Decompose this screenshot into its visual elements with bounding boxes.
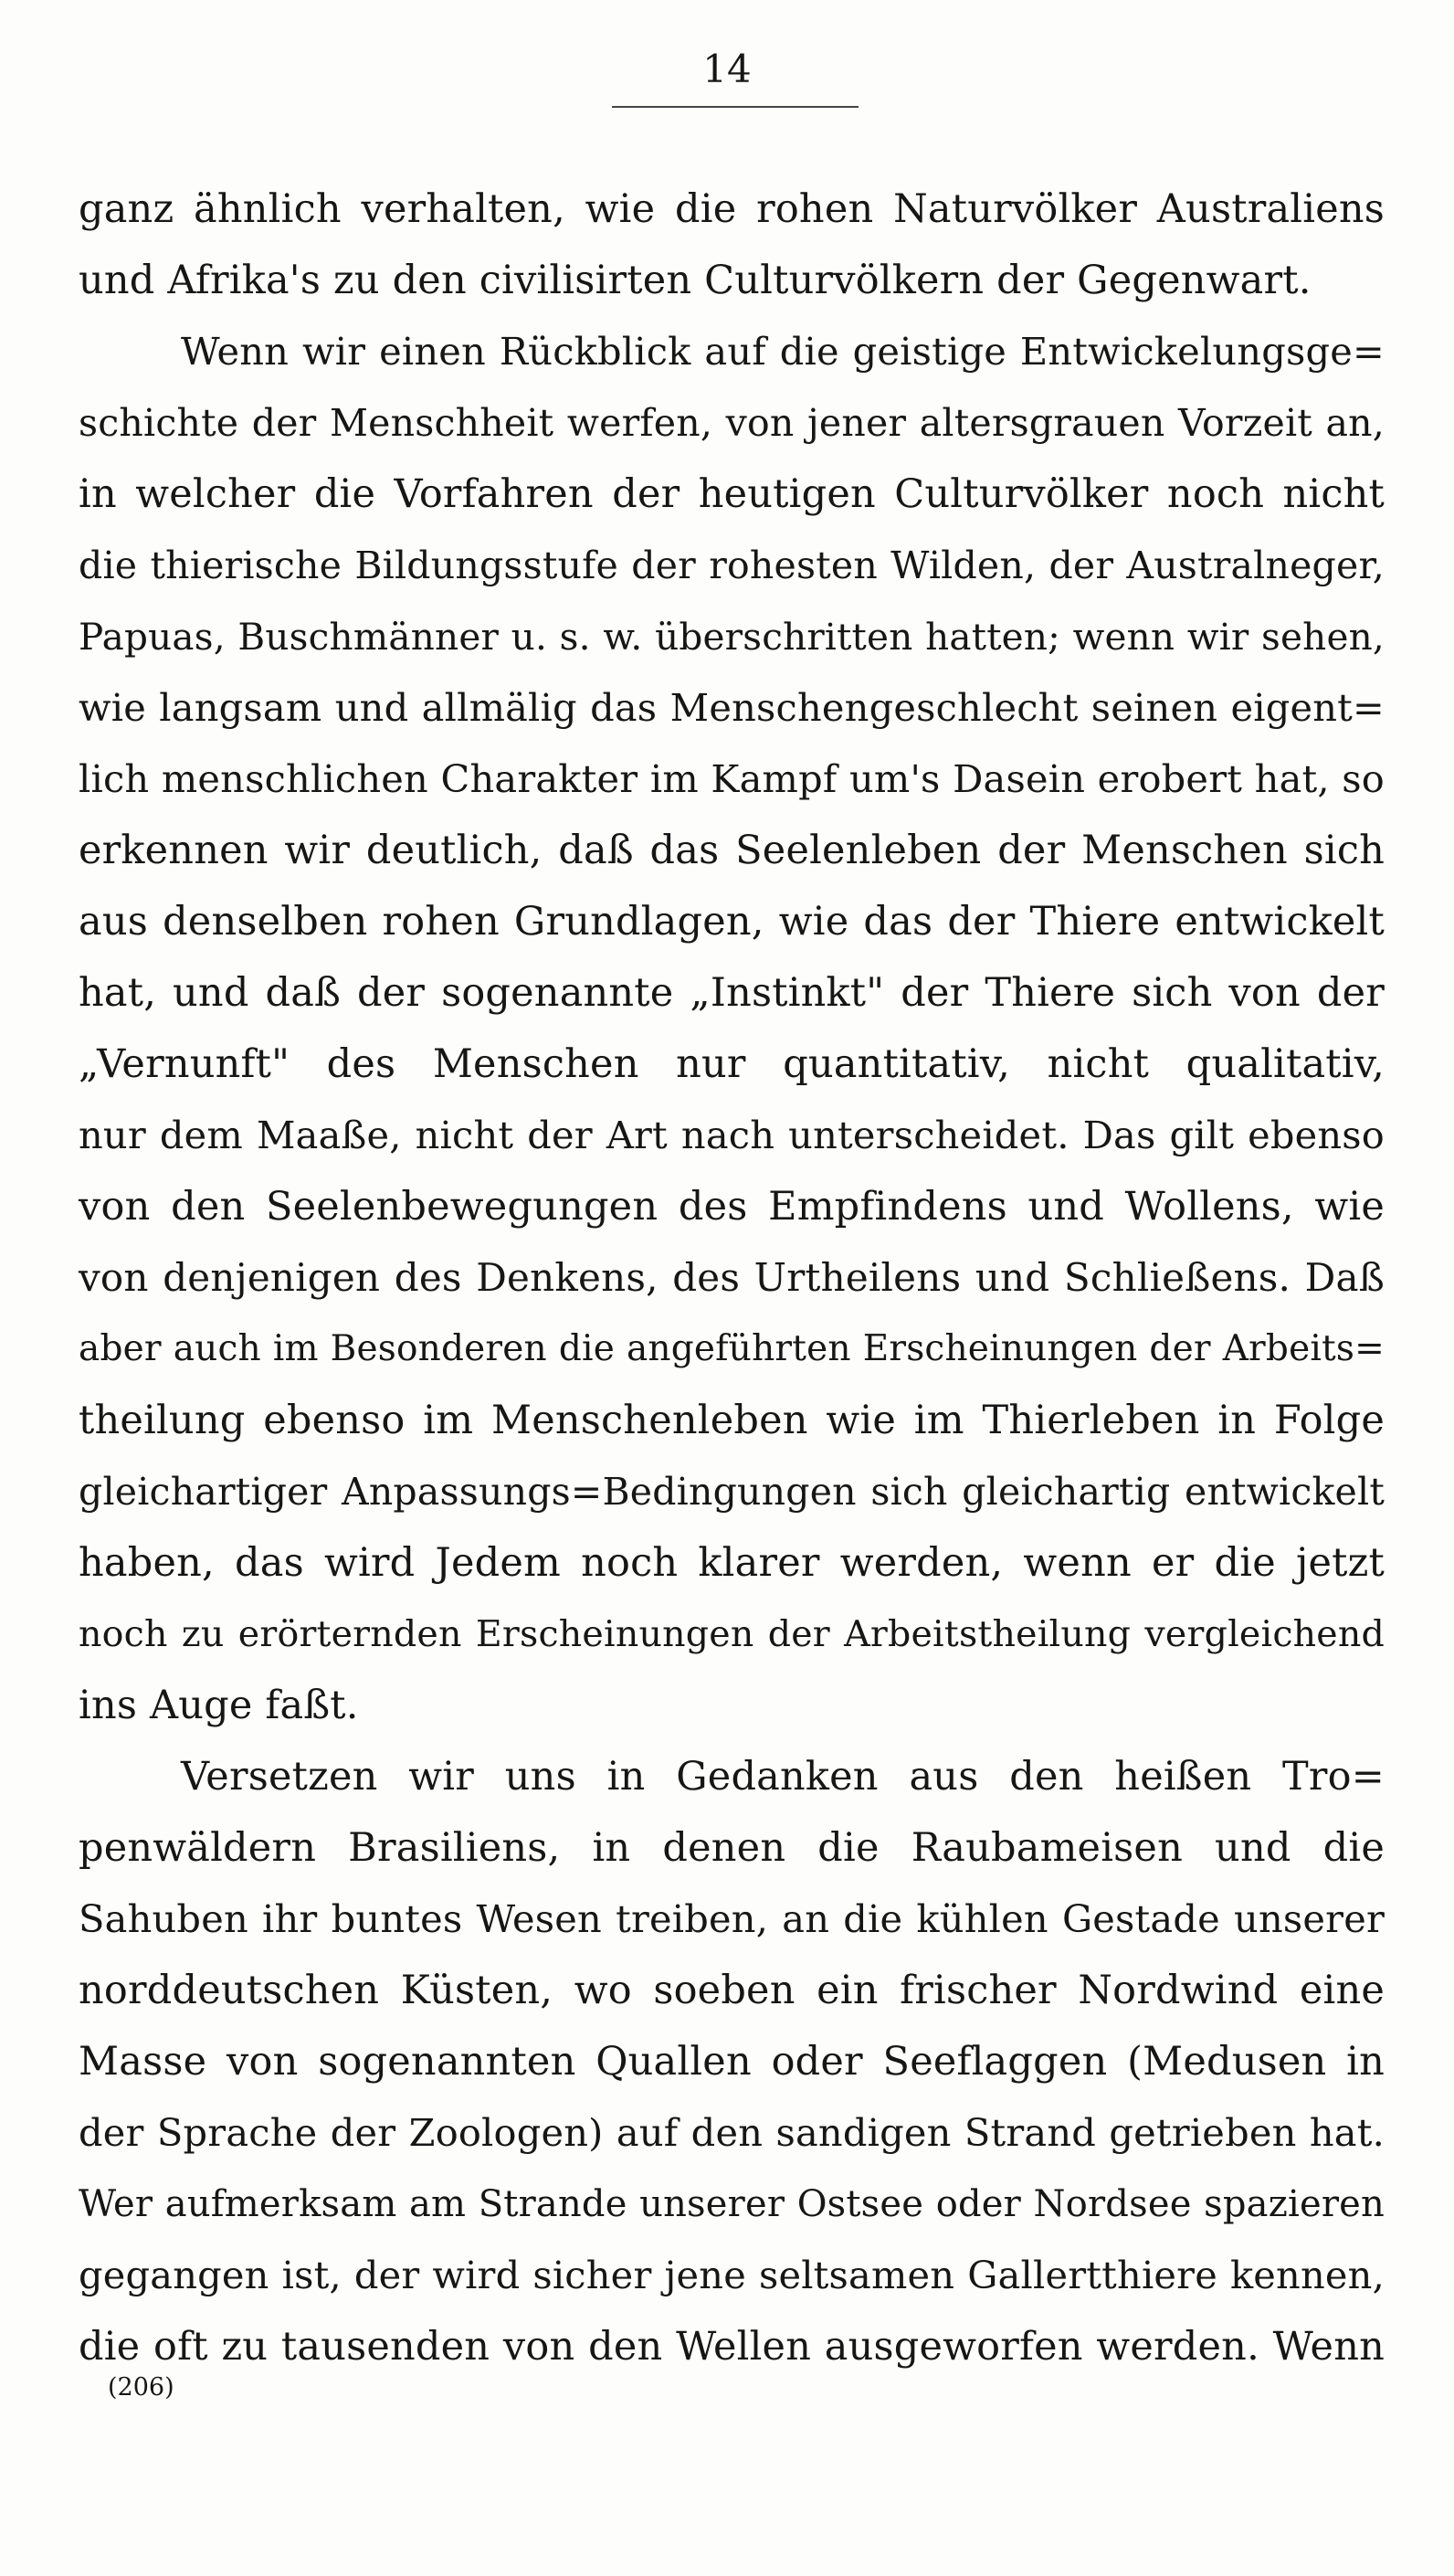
text-line: Versetzen wir uns in Gedanken aus den heißen Tro= (181, 1754, 1385, 1800)
text-line: nur dem Maaße, nicht der Art nach unterscheidet. Das gilt ebenso (79, 1113, 1385, 1157)
text-line: theilung ebenso im Menschenleben wie im Thierleben in Folge (79, 1398, 1385, 1443)
text-line: ganz ähnlich verhalten, wie die rohen Naturvölker Australiens (79, 186, 1385, 232)
text-line: aber auch im Besonderen die angeführten Erscheinungen der Arbeits= (79, 1328, 1385, 1369)
text-line: lich menschlichen Charakter im Kampf um's Dasein erobert hat, so (79, 756, 1385, 801)
text-line: die oft zu tausenden von den Wellen ausgeworfen werden. Wenn (79, 2324, 1385, 2370)
text-line: noch zu erörternden Erscheinungen der Arbeitstheilung vergleichend (79, 1613, 1385, 1655)
text-line: Papuas, Buschmänner u. s. w. überschritten hatten; wenn wir sehen, (79, 615, 1385, 659)
text-line: aus denselben rohen Grundlagen, wie das der Thiere entwickelt (79, 899, 1385, 945)
text-line: hat, und daß der sogenannte „Instinkt" der Thiere sich von der (79, 970, 1385, 1016)
text-line: von den Seelenbewegungen des Empfindens und Wollens, wie (79, 1184, 1385, 1230)
text-line: gegangen ist, der wird sicher jene seltsamen Gallertthiere kennen, (79, 2253, 1385, 2297)
page-number: 14 (702, 47, 752, 91)
header-rule (612, 106, 859, 108)
text-line: erkennen wir deutlich, daß das Seelenleben der Menschen sich (79, 828, 1385, 873)
text-line: wie langsam und allmälig das Menschengeschlecht seinen eigent= (79, 685, 1385, 730)
text-line: Masse von sogenannten Quallen oder Seeflaggen (Medusen in (79, 2039, 1385, 2085)
text-line: in welcher die Vorfahren der heutigen Culturvölker noch nicht (79, 471, 1385, 517)
text-line: Wenn wir einen Rückblick auf die geistige Entwickelungsge= (181, 329, 1385, 374)
text-line: gleichartiger Anpassungs=Bedingungen sich gleichartig entwickelt (79, 1470, 1385, 1514)
text-line: Wer aufmerksam am Strande unserer Ostsee oder Nordsee spazieren (79, 2183, 1385, 2225)
text-line: „Vernunft" des Menschen nur quantitativ, nicht qualitativ, (79, 1041, 1385, 1087)
text-line: ins Auge faßt. (79, 1683, 359, 1728)
text-line: und Afrika's zu den civilisirten Culturvölkern der Gegenwart. (79, 258, 1312, 303)
body-text (79, 174, 1385, 2382)
text-line: penwäldern Brasiliens, in denen die Raubameisen und die (79, 1825, 1385, 1871)
text-line: Sahuben ihr buntes Wesen treiben, an die kühlen Gestade unserer (79, 1896, 1385, 1941)
text-line: norddeutschen Küsten, wo soeben ein frischer Nordwind eine (79, 1968, 1385, 2013)
printer-signature: (206) (108, 2373, 174, 2402)
text-line: von denjenigen des Denkens, des Urtheilens und Schließens. Daß (79, 1255, 1385, 1300)
text-line: die thierische Bildungsstufe der rohesten Wilden, der Australneger, (79, 544, 1385, 587)
text-line: haben, das wird Jedem noch klarer werden, wenn er die jetzt (79, 1540, 1385, 1586)
text-line: der Sprache der Zoologen) auf den sandigen Strand getrieben hat. (79, 2110, 1385, 2155)
text-line: schichte der Menschheit werfen, von jener altersgrauen Vorzeit an, (79, 401, 1385, 445)
